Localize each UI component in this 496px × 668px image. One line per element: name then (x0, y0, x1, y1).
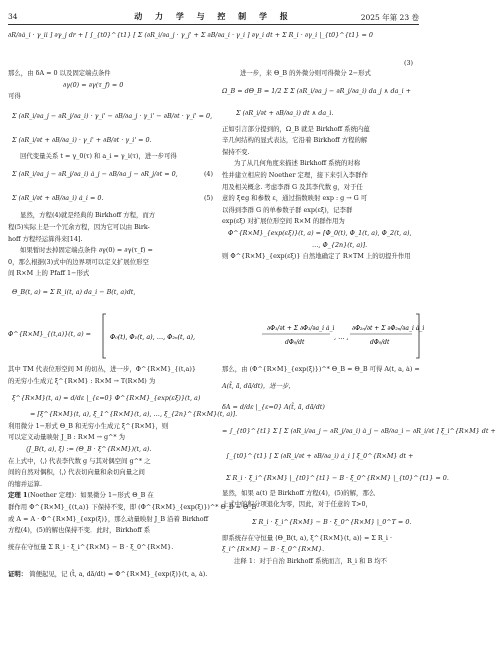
paragraph-line: 为了从几何角度来描述 Birkhoff 系统的对称 (234, 159, 361, 168)
paragraph-line: hoff 方程经运算得来[14]. (8, 234, 83, 243)
paragraph-line: 0，那么根据(3)式中的边界项可以定义扩展位形空 (8, 257, 149, 266)
equation-4-row (8, 162, 213, 186)
equation-number: (4) (203, 170, 213, 179)
paragraph-line: 意的 ξ∈g 和参数 ε，通过指数映射 exp : g → G 可 (222, 194, 368, 203)
theorem-line: 或 A = A · Φ^{R×M}_{exp(ξ)}，那么动量映射 J_B 沿着 Birkhoff (8, 514, 209, 523)
proof-text: 简便起见，记 (t̃, a, dã/dt) = Φ^{R×M}_{exp(ξ)}(t, a, ȧ). (29, 569, 208, 578)
paragraph-line: 显然，方程(4)就是经典的 Birkhoff 方程，而方 (20, 211, 156, 220)
text-line: 可以定义动量映射 J_B : R×M → g^* 为 (8, 433, 126, 442)
paragraph-line: 那么，由 (Φ^{R×M}_{exp(ξ)})^* Θ_B = Θ_B 可得 A(t, a, ȧ) = (222, 365, 420, 373)
paragraph-line: 以得到李群 G 的单参数子群 exp(εξ)，记李群 (222, 205, 353, 214)
variation-equation: δA = d/dε |_{ε=0} A(t̃, ã, dã/dt) (222, 402, 325, 411)
tangent-lift-equation (8, 312, 425, 360)
proof-label: 证明： (8, 569, 28, 578)
theorem-label: 定理 1 (8, 491, 28, 500)
equation-a: Σ (∂R_i/∂a_j − ∂R_j/∂a_i) · γ_i' − ∂B/∂a_j · γ_i' − ∂B/∂t · γ_i' = 0, (12, 111, 213, 120)
svg-text:dΦ₀/dt: dΦ₀/dt (370, 339, 390, 346)
text-line: 回代变量关系 t = γ_0(τ) 和 a_i = γ_i(τ)，进一步可得 (20, 151, 177, 160)
conservation-equation: Σ R_i · ξ_i^{R×M} − B · ξ_0^{R×M} |_0^T = 0. (252, 517, 412, 526)
paragraph-line: 如果暂时去掉固定端点条件 ∂γ(0) = ∂γ(τ_f) = (20, 246, 153, 255)
equation-4: Σ (∂R_i/∂a_j − ∂R_j/∂a_i) ȧ_j − ∂B/∂a_j − ∂R_j/∂t = 0, (12, 170, 178, 179)
svg-text:, … ,: , … , (334, 333, 349, 341)
text-line: 那么，由 δA = 0 以及固定端点条件 (8, 69, 111, 77)
theorem-conclusion: 统存在守恒量 Σ R_i · ξ_i^{R×M} − B · ξ_0^{R×M}. (8, 542, 174, 551)
top-equation (8, 30, 420, 42)
svg-text:Φ₀(t), Φ₁(t, a), …, Φ₂ₙ(t, a),: Φ₀(t), Φ₁(t, a), …, Φ₂ₙ(t, a), (110, 333, 196, 341)
paragraph-line: 正如引言部分提到的，Ω_B 就是 Birkhoff 系统内蕴 (222, 124, 370, 133)
paragraph-line: 在上式中，⟨,⟩ 代表李代数 g 与其对偶空间 g^* 之 (8, 456, 151, 465)
remark-line: 注释 1：对于自治 Birkhoff 系统而言，R_i 和 B 均不 (234, 556, 388, 565)
text-line: 利用微分 1−形式 Θ_B 和无穷小生成元 ξ^{R×M}，则 (8, 421, 169, 430)
generator-equation: ξ^{R×M}(t, a) = d/dε |_{ε=0} Φ^{R×M}_{exp(εξ)}(t, a) (12, 394, 201, 403)
left-column-upper (8, 68, 213, 304)
paragraph-line: 用及相关概念. 考虑李群 G 及其李代数 g，对于任 (222, 182, 363, 191)
paragraph-line: 即系统存在守恒量 ⟨Θ_B(t, a), ξ^{R×M}(t, a)⟩ = Σ R_i · (222, 533, 392, 542)
svg-text:∂Φ₁/∂t + Σ ∂Φ₁/∂a_i ȧ_i: ∂Φ₁/∂t + Σ ∂Φ₁/∂a_i ȧ_i (267, 325, 335, 332)
text-line: 可得 (8, 92, 21, 101)
variation-integral-1: = ∫_{t0}^{t1} Σ [ Σ (∂R_i/∂a_j − ∂R_j/∂a_i) ȧ_j − ∂B/∂a_i − ∂R_i/∂t ] ξ_i^{R×M} dt + (222, 426, 496, 435)
running-header (8, 10, 419, 25)
tangent-lift-label: Φ^{R×M}_{(t,a)}(t, a) = (8, 330, 91, 338)
pfaff-form: Θ_B(t, a) = Σ R_i(t, a) da_i − B(t, a)dt, (12, 287, 136, 296)
equation-number: (3) (404, 59, 414, 67)
right-column-upper (222, 68, 420, 263)
svg-text:∂Φ₂ₙ/∂t + Σ ∂Φ₂ₙ/∂a_i ȧ_i: ∂Φ₂ₙ/∂t + Σ ∂Φ₂ₙ/∂a_i ȧ_i (352, 325, 425, 332)
generator-equation-cont: = [ξ^{R×M}(t, a), ξ_1^{R×M}(t, a), …, ξ_{2n}^{R×M}(t, a)]. (30, 410, 238, 419)
journal-name: 动 力 学 与 控 制 学 报 (134, 11, 293, 21)
equation-5-row (8, 186, 213, 210)
group-action-equation: Φ^{R×M}_{exp(εξ)}(t, a) = [Φ_0(t), Φ_1(t, a), Φ_2(t, a), (228, 228, 412, 237)
paragraph-line: 辛几何结构的显式表达，它沿着 Birkhoff 方程的解 (222, 136, 368, 145)
paragraph-line: 显然，如果 a(t) 是 Birkhoff 方程(4)，(5)的解，那么 (222, 488, 376, 497)
equation-b: Σ (∂R_i/∂t + ∂B/∂a_i) · γ_i' + ∂B/∂t · γ_i' = 0. (12, 135, 152, 144)
equation-3: ∂R/∂ȧ_i · γ_ii ] ∂γ_j dr + [ ∫_{t0}^{t1} [ Σ (∂R_i/∂a_j · γ_j' + Σ ∂B/∂a_i · γ_i ] ∂γ_i dt + Σ R_i · ∂γ_i |_{t0}^{t1} = 0 (8, 31, 373, 39)
paragraph-line: 其中 TM 代表位形空间 M 的切丛，进一步，Φ^{R×M}_{(t,a)} (8, 365, 196, 373)
paragraph-line: A(t̃, ã, dã/dt)，进一步， (222, 381, 295, 390)
equation-5: Σ (∂R_i/∂t + ∂B/∂a_i) ȧ_i = 0. (12, 194, 104, 203)
paragraph-line: exp(εξ) 对扩展位形空间 R×M 的群作用为 (222, 217, 345, 226)
theorem-line: 群作用 Φ^{R×M}_{(t,a)} 下保持不变，即 (Φ^{R×M}_{exp(ξ)})^* Θ_B = Θ_B (8, 502, 257, 511)
momentum-map-equation: ⟨J_B(t, a), ξ⟩ := (Θ_B · ξ^{R×M})(t, a). (26, 444, 152, 453)
theorem-line: (Noether 定理)：如果微分 1−形式 Θ_B 在 (27, 491, 154, 500)
right-column-lower (222, 364, 496, 568)
variation-integral-2: ∫_{t0}^{t1} [ Σ (∂R_i/∂t + ∂B/∂a_i) ȧ_i ] ξ_0^{R×M} dt + (226, 451, 414, 460)
paragraph-line: ξ_i^{R×M} − B · ξ_0^{R×M}. (222, 545, 325, 554)
left-column-lower (8, 364, 257, 583)
variation-boundary: Σ R_i · ξ_i^{R×M} |_{t0}^{t1} − B · ξ_0^{R×M} |_{t0}^{t1} = 0. (226, 473, 449, 482)
omega-equation: Ω_B = dΘ_B = 1/2 Σ Σ (∂R_i/∂a_j − ∂R_j/∂a_i) da_j ∧ da_i + (222, 86, 412, 95)
text-line: 进一步，来 Θ_B 的外微分则可得微分 2−形式 (240, 69, 371, 77)
paragraph-line: 性并建立相应的 Noether 定理，接下来引入李群作 (222, 170, 368, 179)
text-line: 则 Φ^{R×M}_{exp(εξ)} 自然地确定了 R×TM 上的切提升作用 (222, 252, 411, 261)
paragraph-line: 保持不变. (222, 147, 250, 156)
omega-equation-cont: Σ (∂R_i/∂t + ∂B/∂a_i) dt ∧ da_i. (236, 108, 334, 117)
paragraph-line: 的缩并运算. (8, 479, 42, 488)
paragraph-line: 的无穷小生成元 ξ^{R×M} : R×M → T(R×M) 为 (8, 376, 156, 385)
equation-number: (5) (203, 194, 213, 203)
boundary-condition: ∂γ(0) = ∂γ(τ_f) = 0 (63, 80, 124, 89)
group-action-equation-cont: …, Φ_{2n}(t, a)]. (312, 240, 368, 249)
paragraph-line: 间 R×M 上的 Pfaff 1−形式 (8, 269, 90, 278)
theorem-line: 方程(4)，(5)的解也保持不变．此时，Birkhoff 系 (8, 526, 151, 535)
paragraph-line: 间的自然对偶积，⟨,⟩ 代表切向量和余切向量之间 (8, 468, 145, 477)
paragraph-line: 程(5)实际上是一个冗余方程，因为它可以由 Birk- (8, 222, 150, 231)
volume-info: 2025 年第 23 卷 (360, 13, 419, 22)
tangent-lift-matrix (102, 312, 425, 360)
svg-text:dΦ₀/dt: dΦ₀/dt (285, 339, 305, 346)
page-number: 34 (8, 12, 18, 21)
paragraph-line: 上式中的积分项退化为零，因此，对于任意的 T>0， (222, 500, 372, 509)
